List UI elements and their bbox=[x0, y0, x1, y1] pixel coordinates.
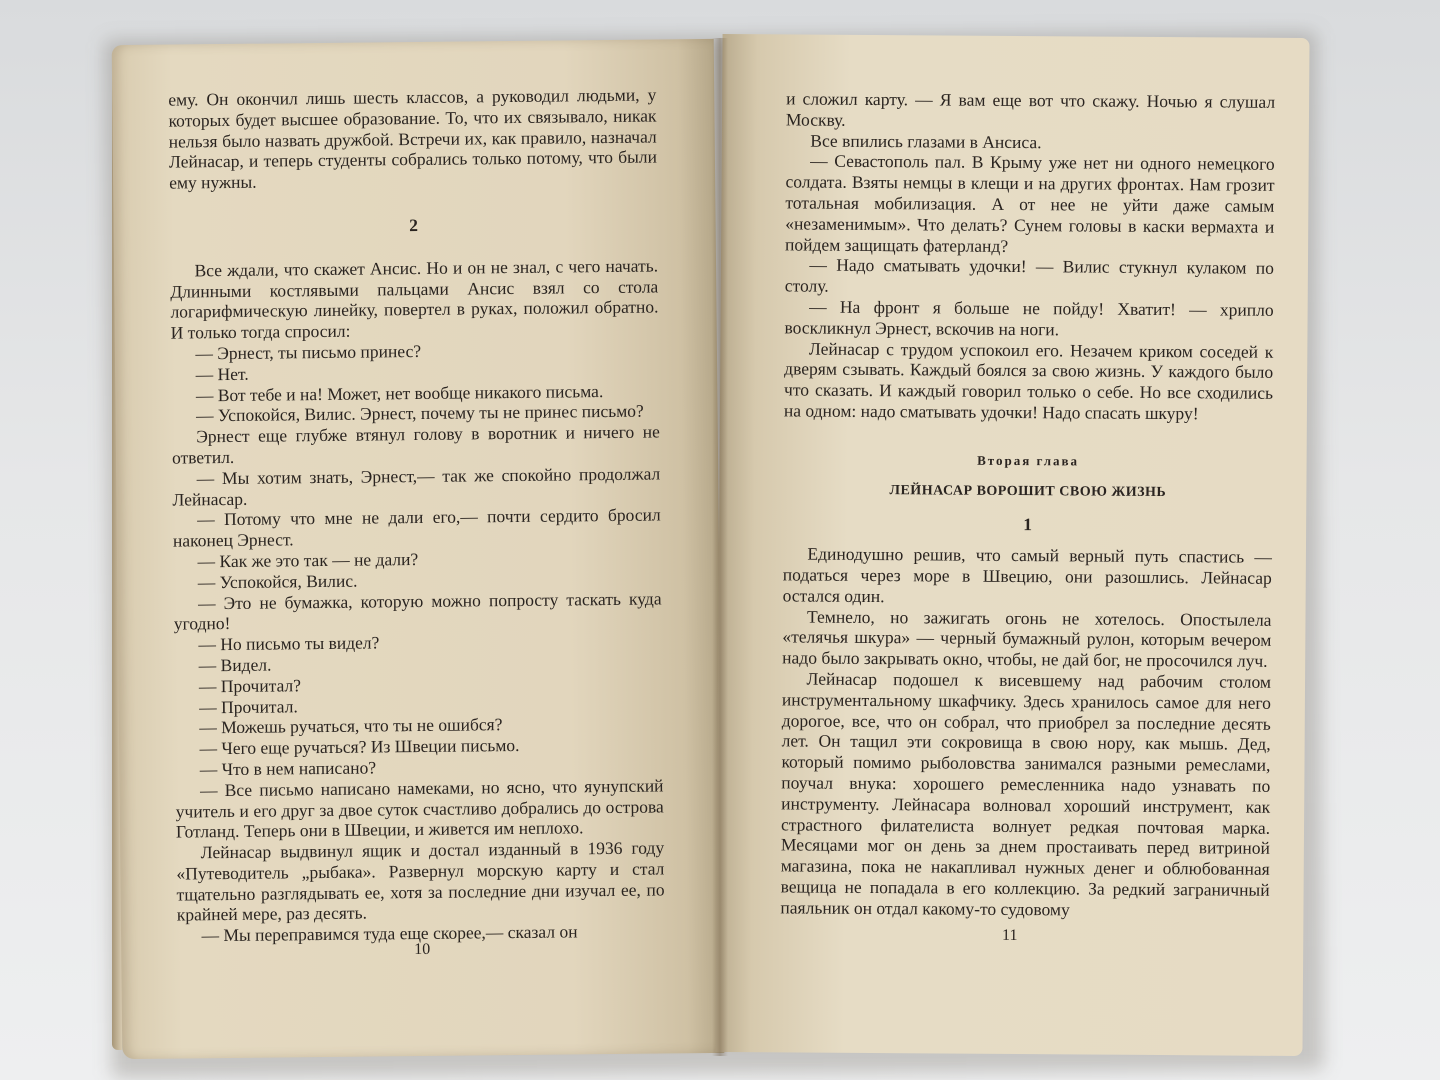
paragraph: — На фронт я больше не пойду! Хватит! — хрипло воскликнул Эрнест, вскочив на ноги. bbox=[784, 296, 1274, 340]
paragraph: — Мы хотим знать, Эрнест,— так же спокойно продолжал Лейнасар. bbox=[172, 463, 661, 510]
paragraph: — Севастополь пал. В Крыму уже нет ни одного немецкого солдата. Взяты немцы в клещи и на других фронтах. Нам грозит тотальная мобилизация. А от нее не уйти даже самым «незаменимым». Что делать? Сунем головы в каски вермахта и пойдем защищать фатерланд? bbox=[785, 150, 1275, 256]
paragraph: Все впились глазами в Ансиса. bbox=[810, 130, 1042, 152]
paragraph: — Чего еще ручаться? Из Швеции письмо. bbox=[199, 735, 520, 759]
left-opening-paragraph: ему. Он окончил лишь шесть классов, а руководил людьми, у которых будет высшее образование. То, что их связывало, никак нельзя было назвать дружбой. Встречи их, как правило, назначал Лейнасар, и теперь студенты собрались только потому, что были ему нужны. bbox=[168, 84, 658, 193]
paragraph: — Все письмо написано намеками, но ясно, что яунупский учитель и его друг за двое суток счастливо добрались до острова Готланд. Теперь они в Швеции, и живется им неплохо. bbox=[175, 775, 664, 842]
paragraph: Темнело, но зажигать огонь не хотелось. Опостылела «телячья шкура» — черный бумажный рулон, которым вечером надо было закрывать окно, чтобы, не дай бог, не просочился луч. bbox=[782, 606, 1272, 671]
paragraph: Лейнасар выдвинул ящик и достал изданный в 1936 году «Путеводитель „рыбака». Развернул морскую карту и стал тщательно разглядывать ее, хотя за последние дни изучал ее, по крайней мере, раз десять. bbox=[176, 837, 665, 926]
paragraph: — Что в нем написано? bbox=[199, 757, 377, 780]
paragraph: Единодушно решив, что самый верный путь спастись — податься через море в Швецию, они разошлись. Лейнасар остался один. bbox=[782, 543, 1272, 606]
chapter-label: Вторая глава bbox=[977, 452, 1080, 469]
left-text-body bbox=[170, 255, 665, 946]
page-number-right: 11 bbox=[1002, 926, 1018, 945]
paragraph: — Потому что мне не дали его,— почти сердито бросил наконец Эрнест. bbox=[172, 504, 661, 551]
page-number-left: 10 bbox=[414, 940, 431, 959]
paragraph: — Нет. bbox=[195, 363, 249, 385]
paragraph: Эрнест еще глубже втянул голову в воротник и ничего не ответил. bbox=[171, 421, 660, 468]
paragraph: — Эрнест, ты письмо принес? bbox=[195, 340, 422, 364]
paragraph: — Успокойся, Вилис. Эрнест, почему ты не принес письмо? bbox=[195, 400, 644, 426]
book-spine bbox=[712, 38, 728, 1056]
paragraph: Все ждали, что скажет Ансис. Но и он не знал, с чего начать. Длинными костлявыми пальцами Ансис взял со стола логарифмическую линейку, повертел в руках, положил обратно. И только тогда спросил: bbox=[170, 255, 659, 343]
paragraph: — Это не бумажка, которую можно попросту таскать куда угодно! bbox=[173, 587, 662, 634]
paragraph: — Прочитал? bbox=[198, 674, 302, 697]
paragraph: — Видел. bbox=[198, 654, 272, 676]
chapter-title: ЛЕЙНАСАР ВОРОШИТ СВОЮ ЖИЗНЬ bbox=[889, 482, 1167, 500]
right-opening-paragraph: и сложил карту. — Я вам еще вот что скажу. Ночью я слушал Москву. bbox=[785, 88, 1276, 130]
paragraph: Лейнасар с трудом успокоил его. Незачем криком соседей к дверям сзывать. Каждый боялся за свою жизнь. У каждого было что сказать. И каждый говорил только о себе. Но все сходились на одном: надо сматывать удочки! Надо спасать шкуру! bbox=[783, 338, 1274, 424]
paragraph: — Прочитал. bbox=[199, 695, 298, 717]
paragraph: — Вот тебе и на! Может, нет вообще никакого письма. bbox=[195, 380, 604, 405]
paragraph: — Но письмо ты видел? bbox=[198, 632, 380, 655]
right-page bbox=[715, 34, 1309, 1056]
left-page bbox=[112, 39, 725, 1059]
chapter-section-number: 1 bbox=[1023, 514, 1033, 535]
paragraph: — Можешь ручаться, что ты не ошибся? bbox=[199, 714, 503, 738]
paragraph: Лейнасар подошел к висевшему над рабочим столом инструментальному шкафчику. Здесь хранилось самое для него дорогое, все, что он собрал, что приобрел за последние десять лет. Он тащил эти сокровища в свою нору, как мышь. Дед, который помимо рыболовства занимался разными ремеслами, поучал внука: хорошего ремесленника надо узнавать по инструменту. Лейнасара волновал хороший инструмент, как страстного филателиста волнует редкая почтовая марка. Месяцами мог он день за днем простаивать перед витриной магазина, пока не накапливал нужных денег и облюбованная вещица не попадала в его коллекцию. За редкий заграничный паяльник он отдал какому-то судовому bbox=[780, 668, 1272, 920]
paragraph: — Как же это так — не дали? bbox=[197, 548, 419, 572]
section-number: 2 bbox=[409, 214, 419, 236]
paragraph: — Надо сматывать удочки! — Вилис стукнул кулаком по столу. bbox=[784, 254, 1275, 296]
paragraph: — Успокойся, Вилис. bbox=[197, 570, 358, 593]
paragraph: — Мы переправимся туда еще скорее,— сказал он bbox=[201, 921, 578, 946]
